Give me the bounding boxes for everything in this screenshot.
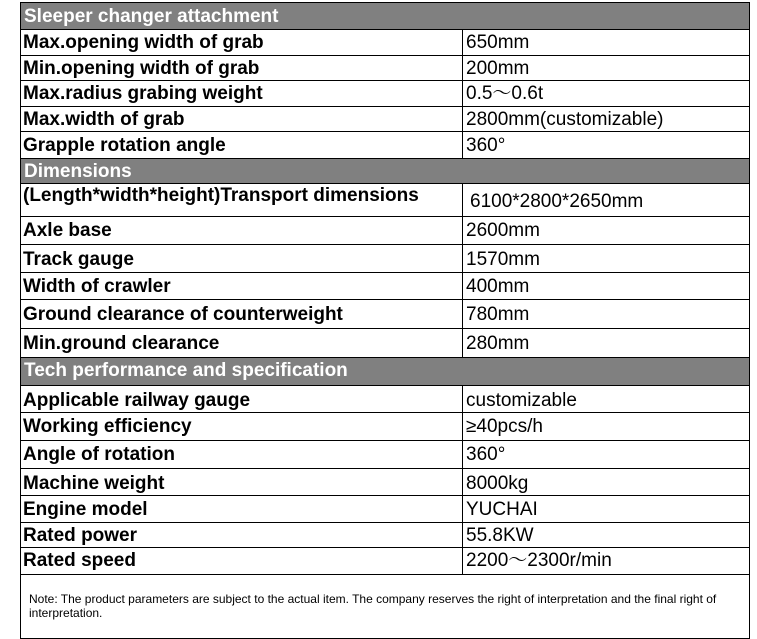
spec-table (20, 2, 750, 639)
row-label: Max.radius grabing weight (21, 81, 463, 106)
row-label: Track gauge (21, 245, 463, 272)
section-header-sleeper-changer: Sleeper changer attachment (21, 3, 749, 30)
table-row (21, 107, 749, 132)
row-value: 6100*2800*2650mm (470, 191, 644, 212)
row-value: 650mm (466, 32, 530, 53)
table-row (21, 273, 749, 300)
row-label: Width of crawler (21, 273, 463, 299)
row-value: 2800mm(customizable) (466, 109, 664, 130)
section-header-tech-performance: Tech performance and specification (21, 358, 749, 386)
row-label: Grapple rotation angle (21, 132, 463, 158)
table-row (21, 469, 749, 496)
row-value: 2200～2300r/min (466, 550, 612, 571)
table-row (21, 81, 749, 107)
row-label: (Length*width*height)Transport dimensions (21, 184, 463, 216)
row-value: 780mm (466, 304, 530, 325)
row-label: Max.opening width of grab (21, 30, 463, 55)
row-label: Max.width of grab (21, 107, 463, 131)
table-row (21, 56, 749, 81)
row-label: Applicable railway gauge (21, 386, 463, 412)
row-value: 0.5～0.6t (466, 83, 544, 104)
table-row (21, 523, 749, 548)
table-row (21, 245, 749, 273)
row-label: Axle base (21, 217, 463, 244)
table-row (21, 329, 749, 358)
row-value: 200mm (466, 58, 530, 79)
table-row (21, 496, 749, 523)
row-label: Working efficiency (21, 413, 463, 440)
row-value: 1570mm (466, 249, 540, 270)
row-value: 360° (466, 135, 506, 156)
row-value: ≥40pcs/h (466, 416, 543, 437)
row-value: 55.8KW (466, 525, 534, 546)
table-row (21, 184, 749, 217)
table-spacer (21, 575, 749, 585)
disclaimer-note: Note: The product parameters are subject to the actual item. The company reserves the right of interpretation and the final right of interpretation. (21, 585, 749, 639)
row-label: Angle of rotation (21, 441, 463, 468)
table-row (21, 413, 749, 441)
row-value: 360° (466, 444, 506, 465)
row-value: 280mm (466, 333, 530, 354)
row-label: Min.ground clearance (21, 329, 463, 357)
table-row (21, 30, 749, 56)
row-label: Rated power (21, 523, 463, 547)
row-value: YUCHAI (466, 499, 538, 520)
row-label: Ground clearance of counterweight (21, 300, 463, 328)
table-row (21, 132, 749, 159)
row-value: 2600mm (466, 220, 540, 241)
row-value: customizable (466, 390, 577, 411)
row-label: Min.opening width of grab (21, 56, 463, 80)
row-label: Engine model (21, 496, 463, 522)
table-row (21, 548, 749, 575)
section-header-dimensions: Dimensions (21, 159, 749, 184)
table-row (21, 300, 749, 329)
table-row (21, 441, 749, 469)
row-value: 400mm (466, 276, 530, 297)
row-label: Machine weight (21, 469, 463, 495)
table-row (21, 217, 749, 245)
row-label: Rated speed (21, 548, 463, 574)
row-value: 8000kg (466, 473, 529, 494)
table-row (21, 386, 749, 413)
